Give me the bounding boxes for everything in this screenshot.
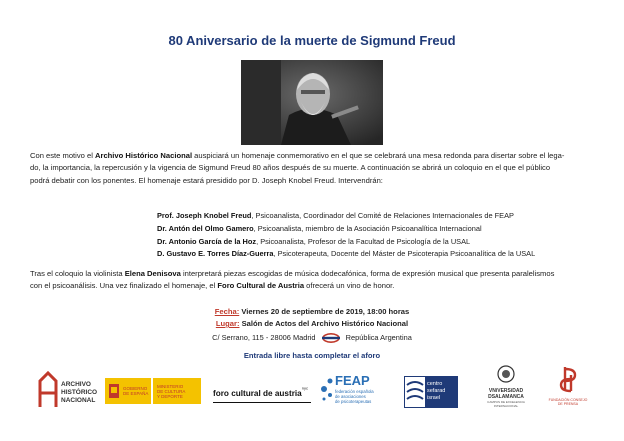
ahn-logo-mark — [37, 371, 59, 409]
list-item: Dr. Antonio García de la Hoz, Psicoanalista, Profesor de la Facultad de Psicología de la USAL — [157, 236, 471, 246]
list-item: Dr. Antón del Olmo Gamero, Psicoanalista, miembro de la Asociación Psicoanalítica Internacional — [157, 223, 482, 233]
violinist-name: Elena Denisova — [124, 269, 181, 278]
fundacion-logo: FUNDACIÓN CONSEJO DE PRENSA — [546, 365, 590, 411]
feap-logo: FEAP federación española de asociaciones de psicoterapeutas — [320, 371, 395, 411]
austria-underline — [213, 402, 311, 403]
forum-name: Foro Cultural de Austria — [217, 281, 305, 291]
freud-photo — [241, 60, 383, 145]
portrait-image — [241, 60, 383, 145]
page-title: 80 Aniversario de la muerte de Sigmund Freud — [168, 33, 456, 48]
free-entry-note: Entrada libre hasta completar el aforo — [243, 351, 381, 360]
list-item: D. Gustavo E. Torres Díaz-Guerra, Psicoterapeuta, Docente del Máster de Psicoterapia Psicoanalítica de la USAL — [157, 249, 536, 259]
usal-seal-icon — [497, 365, 515, 383]
sefarad-mark-icon — [405, 377, 425, 407]
speaker-list — [157, 210, 597, 261]
sponsor-logos — [0, 365, 624, 425]
ahn-logo: ARCHIVO HISTÓRICO NACIONAL — [37, 371, 59, 414]
centro-sefarad-logo — [404, 376, 458, 408]
event-address: C/ Serrano, 115 - 28006 Madrid República Argentina — [212, 333, 412, 342]
gobierno-left-panel: GOBIERNO DE ESPAÑA — [105, 378, 151, 404]
metro-icon — [322, 333, 340, 343]
sefarad-text-panel: centro sefarad israel — [425, 377, 457, 407]
gobierno-logo — [105, 378, 201, 404]
event-place: Lugar: Salón de Actos del Archivo Histórico Nacional — [215, 319, 409, 328]
usal-logo: VNiVERSiDAD DSALAMANCA CAMPUS DE EXCELENCIA INTERNACIONAL — [476, 365, 536, 409]
foro-austria-logo: foro cultural de austria$^{nyc}$ — [213, 383, 311, 403]
event-date: Fecha: Viernes 20 de septiembre de 2019, 18:00 horas — [214, 307, 410, 316]
coat-of-arms-icon — [107, 382, 121, 400]
feap-dots-icon — [320, 377, 334, 401]
intro-paragraph: Con este motivo el Archivo Histórico Nacional auspiciará un homenaje conmemorativo en el que se celebrará una mesa redonda para disertar sobre el lega- do, la importancia, la repercusión y la vigencia de Sigmund Freud 80 años después de su muerte. A continuación se abrirá un coloquio en el que el público podrá debatir con los ponentes. El homenaje estará presidido por D. Joseph Knobel Freud. Intervendrán: — [30, 151, 565, 185]
org-name: Archivo Histórico Nacional — [95, 151, 193, 160]
fundacion-mark-icon — [559, 365, 577, 393]
outro-paragraph: Tras el coloquio la violinista Elena Denisova interpretará piezas escogidas de música dodecafónica, forma de expresión musical que presenta paralelismos con el psicoanálisis. Una vez finalizado el homenaje, el Foro Cultural de Austria ofrecerá un vino de honor. — [30, 269, 555, 291]
gobierno-right-panel: MINISTERIO DE CULTURA Y DEPORTE — [153, 378, 201, 404]
list-item: Prof. Joseph Knobel Freud, Psicoanalista, Coordinador del Comité de Relaciones Internacionales de FEAP — [157, 211, 514, 220]
